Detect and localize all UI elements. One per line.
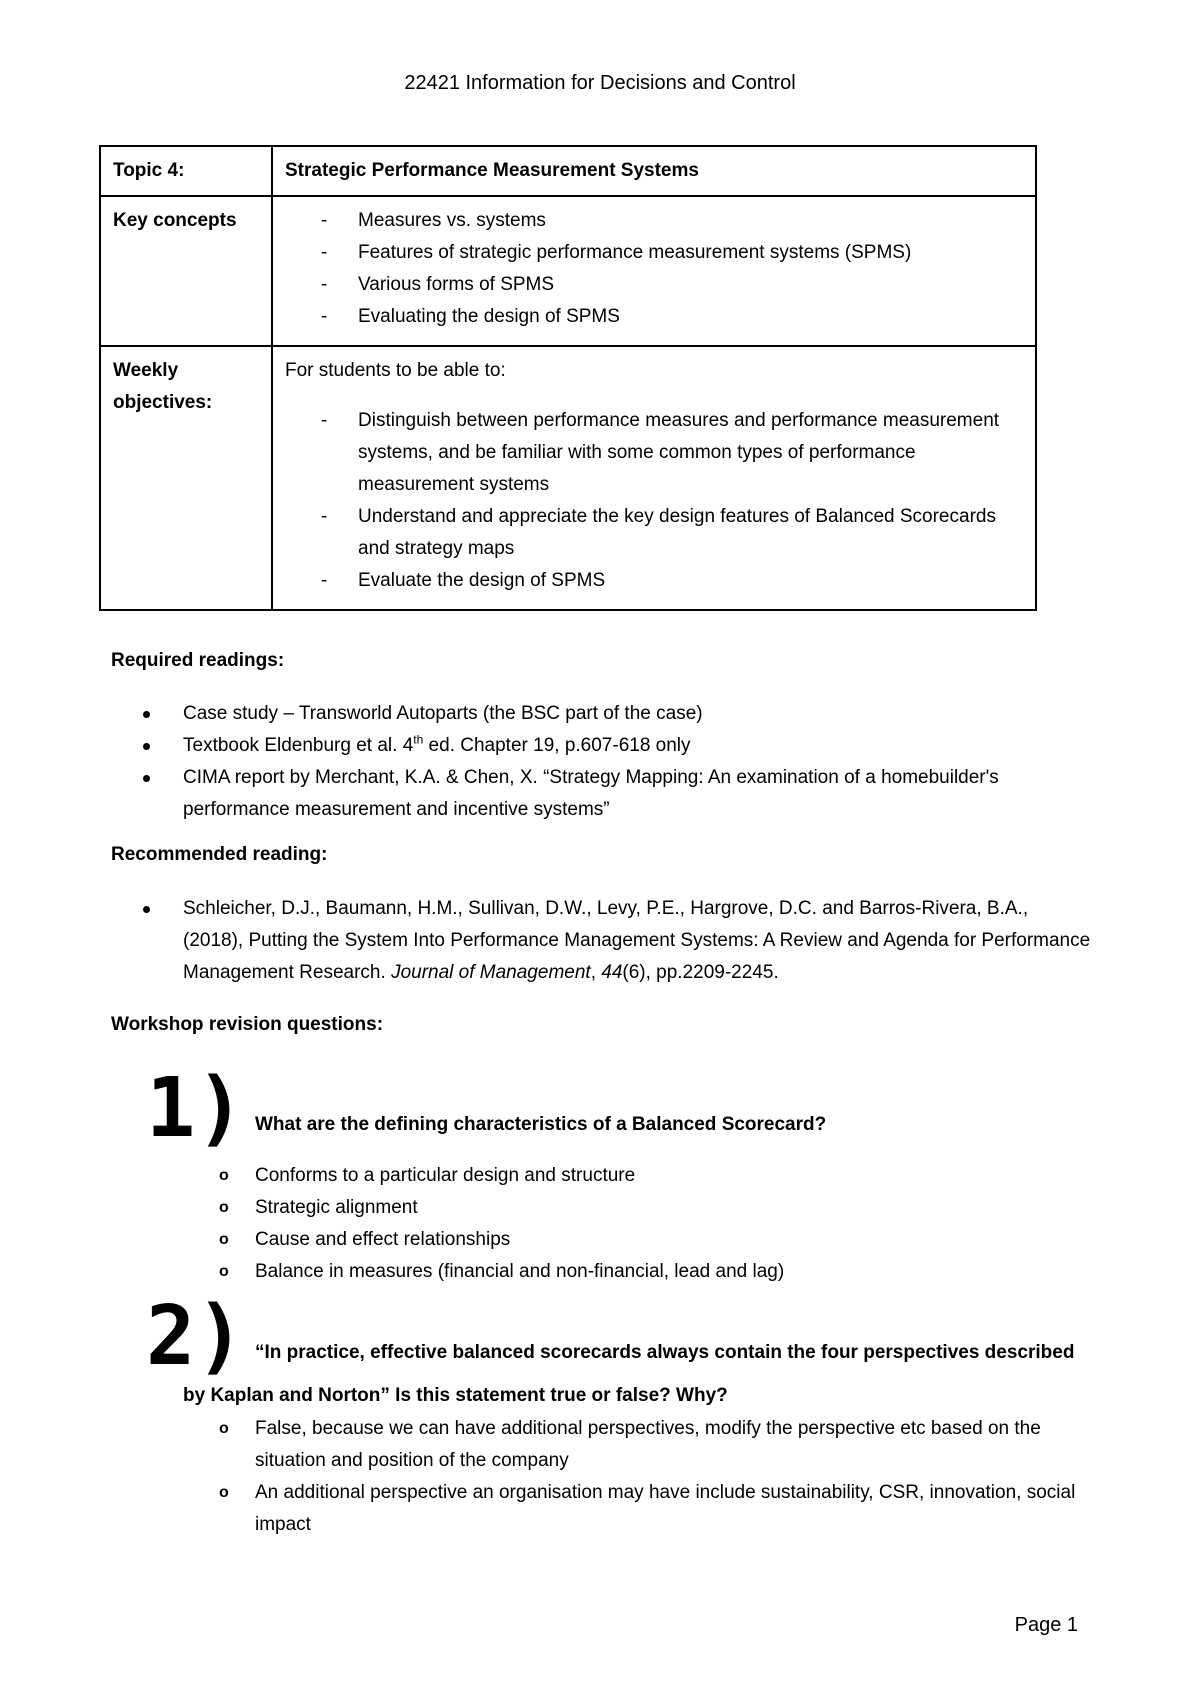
- question-2-number: 2): [146, 1289, 245, 1384]
- list-item: - Various forms of SPMS: [285, 269, 1023, 301]
- bullet-marker: o: [219, 1231, 229, 1248]
- reference-text: Schleicher, D.J., Baumann, H.M., Sullivan, D.W., Levy, P.E., Hargrove, D.C. and Barros-Rivera, B.A., (2018), Putting the System Into Performance Management Systems: A Review and Agenda for Performance Management Research.: [183, 898, 1091, 983]
- answer-text: Balance in measures (financial and non-financial, lead and lag): [255, 1261, 785, 1282]
- question-1-number: 1): [146, 1061, 245, 1156]
- answer-text: Conforms to a particular design and structure: [255, 1165, 636, 1186]
- cima-report-text: CIMA report by Merchant, K.A. & Chen, X. “Strategy Mapping: An examination of a homebuilder's performance measurement and incentive systems”: [183, 767, 999, 820]
- page-header: 22421 Information for Decisions and Control: [404, 72, 796, 94]
- case-study-text: Case study – Transworld Autoparts (the BSC part of the case): [183, 703, 703, 724]
- objectives-row: [100, 346, 1036, 610]
- list-item: [111, 698, 1091, 730]
- list-item: - Evaluate the design of SPMS: [285, 565, 1023, 597]
- list-item: [219, 1160, 1099, 1192]
- bullet-icon: [143, 743, 150, 750]
- objectives-list: [285, 405, 1023, 597]
- bullet-icon: [143, 906, 150, 913]
- journal-volume: 44: [601, 962, 623, 983]
- answer-text: Cause and effect relationships: [255, 1229, 511, 1250]
- list-item: [219, 1224, 1099, 1256]
- required-readings-list: [111, 698, 1091, 826]
- bullet-marker: o: [219, 1199, 229, 1216]
- objectives-label: [100, 346, 272, 610]
- list-item: [219, 1477, 1099, 1541]
- textbook-text-rest: ed. Chapter 19, p.607-618 only: [423, 735, 691, 756]
- list-item: [219, 1413, 1099, 1477]
- recommended-reading-list: [111, 893, 1091, 989]
- recommended-reading-heading: Recommended reading:: [111, 844, 328, 865]
- page-number: Page 1: [1014, 1614, 1078, 1636]
- list-item: - Measures vs. systems: [285, 205, 1023, 237]
- journal-name: Journal of Management: [391, 962, 591, 983]
- list-item: - Evaluating the design of SPMS: [285, 301, 1023, 333]
- ordinal-suffix: th: [413, 732, 424, 747]
- question-2-answers: [219, 1413, 1099, 1541]
- list-item: - Features of strategic performance measurement systems (SPMS): [285, 237, 1023, 269]
- bullet-icon: [143, 775, 150, 782]
- key-concepts-list: [285, 205, 1023, 333]
- textbook-text: Textbook Eldenburg et al. 4: [183, 735, 414, 756]
- required-readings-heading: Required readings:: [111, 650, 285, 671]
- answer-text: Strategic alignment: [255, 1197, 418, 1218]
- reference-pages: (6), pp.2209-2245.: [622, 962, 779, 983]
- objectives-label-line2: objectives:: [113, 392, 213, 413]
- list-item: [111, 893, 1091, 989]
- bullet-marker: o: [219, 1420, 229, 1437]
- list-item: [111, 762, 1091, 826]
- objectives-cell: [272, 346, 1036, 610]
- bullet-marker: o: [219, 1263, 229, 1280]
- list-item: [219, 1192, 1099, 1224]
- question-2-text-line1: “In practice, effective balanced scorecards always contain the four perspectives described: [255, 1342, 1075, 1363]
- objectives-intro: For students to be able to:: [285, 360, 506, 381]
- bullet-marker: o: [219, 1484, 229, 1501]
- bullet-icon: [143, 711, 150, 718]
- topic-title: Strategic Performance Measurement Systems: [272, 146, 1036, 196]
- question-1-answers: [219, 1160, 1099, 1288]
- question-1-text: What are the defining characteristics of a Balanced Scorecard?: [255, 1114, 827, 1135]
- objectives-label-line1: Weekly: [113, 360, 179, 381]
- topic-table: [99, 145, 1037, 611]
- reference-sep: ,: [590, 962, 602, 983]
- key-concepts-row: [100, 196, 1036, 346]
- topic-row: [100, 146, 1036, 196]
- workshop-heading: Workshop revision questions:: [111, 1014, 384, 1035]
- key-concepts-label: Key concepts: [100, 196, 272, 346]
- question-2-text-line2: by Kaplan and Norton” Is this statement true or false? Why?: [183, 1385, 728, 1406]
- key-concepts-cell: [272, 196, 1036, 346]
- answer-text: An additional perspective an organisation may have include sustainability, CSR, innovation, social impact: [255, 1482, 1076, 1535]
- list-item: [219, 1256, 1099, 1288]
- topic-label: Topic 4:: [100, 146, 272, 196]
- answer-text: False, because we can have additional perspectives, modify the perspective etc based on the situation and position of the company: [255, 1418, 1041, 1471]
- list-item: - Understand and appreciate the key design features of Balanced Scorecards and strategy maps: [285, 501, 1023, 565]
- list-item: [111, 730, 1091, 762]
- bullet-marker: o: [219, 1167, 229, 1184]
- list-item: - Distinguish between performance measures and performance measurement systems, and be familiar with some common types of performance measurement systems: [285, 405, 1023, 501]
